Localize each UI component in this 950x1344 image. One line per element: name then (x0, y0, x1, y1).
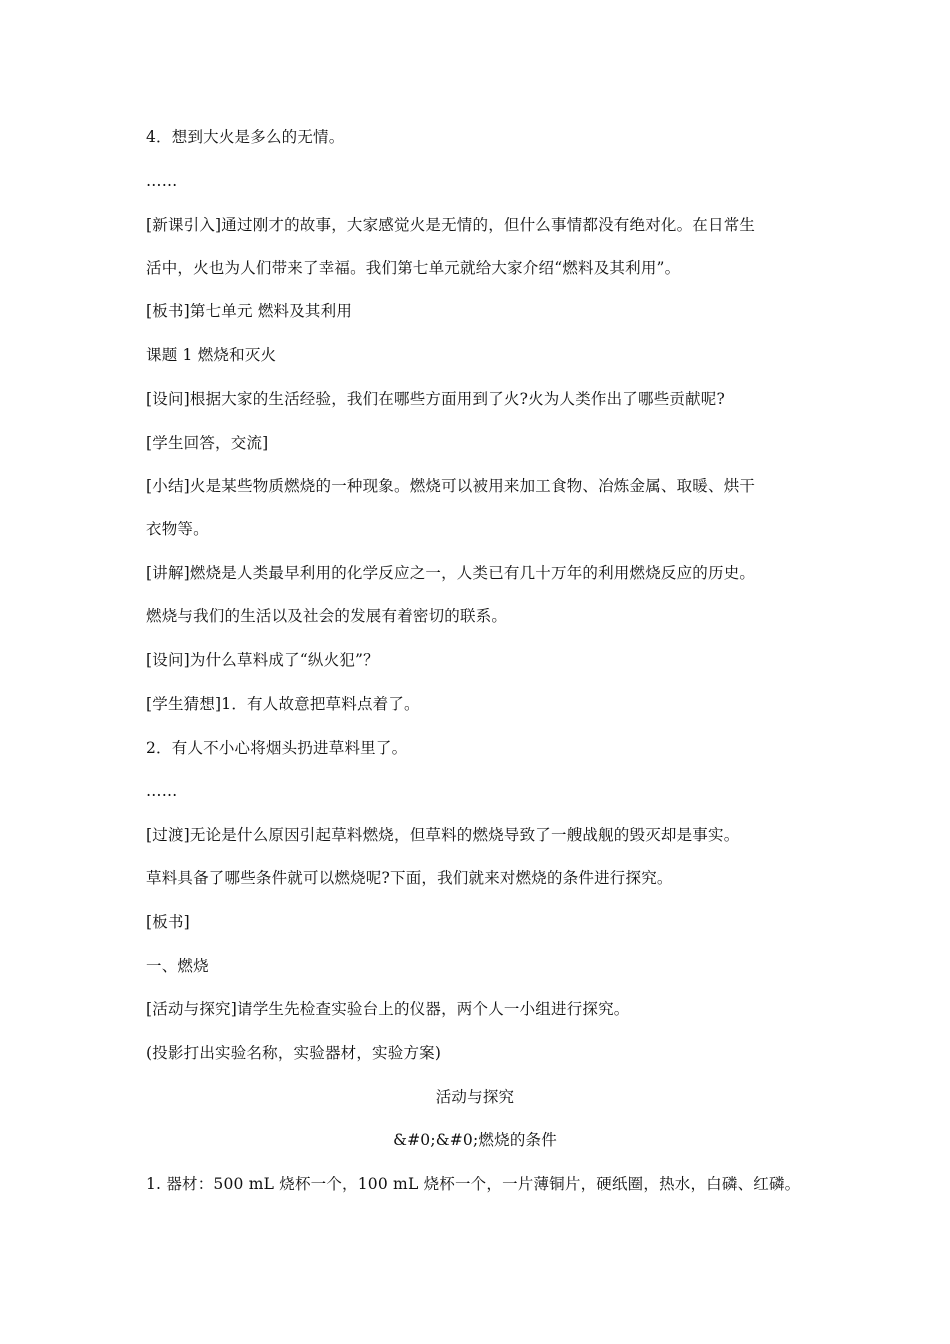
ellipsis-line: …… (146, 782, 178, 800)
activity-title: 活动与探究 (435, 1088, 515, 1106)
lesson-title: 课题 1 燃烧和灭火 (146, 346, 277, 364)
paragraph-line: [设问]为什么草料成了“纵火犯”？ (146, 651, 379, 669)
paragraph-line: [小结]火是某些物质燃烧的一种现象。燃烧可以被用来加工食物、冶炼金属、取暖、烘干 (146, 477, 756, 495)
paragraph-line: 2．有人不小心将烟头扔进草料里了。 (146, 739, 408, 757)
materials-line: 1. 器材：500 mL 烧杯一个，100 mL 烧杯一个，一片薄铜片，硬纸圈，热水，白磷、红磷。 (146, 1175, 801, 1193)
paragraph-line: [活动与探究]请学生先检查实验台上的仪器，两个人一小组进行探究。 (146, 1000, 630, 1018)
paragraph-line: [学生猜想]1．有人故意把草料点着了。 (146, 695, 420, 713)
section-heading: 一、燃烧 (146, 957, 209, 975)
paragraph-line: [学生回答，交流] (146, 434, 269, 452)
paragraph-line: 燃烧与我们的生活以及社会的发展有着密切的联系。 (146, 607, 508, 625)
paragraph-line: [过渡]无论是什么原因引起草料燃烧，但草料的燃烧导致了一艘战舰的毁灭却是事实。 (146, 826, 740, 844)
paragraph-line: [讲解]燃烧是人类最早利用的化学反应之一，人类已有几十万年的利用燃烧反应的历史。 (146, 564, 756, 582)
ellipsis-line: …… (146, 172, 178, 190)
paragraph-line: 4．想到大火是多么的无情。 (146, 128, 345, 146)
paragraph-line: 活中，火也为人们带来了幸福。我们第七单元就给大家介绍“燃料及其利用”。 (146, 259, 681, 277)
paragraph-line: [新课引入]通过刚才的故事，大家感觉火是无情的，但什么事情都没有绝对化。在日常生 (146, 216, 756, 234)
paragraph-line: (投影打出实验名称，实验器材，实验方案) (146, 1044, 442, 1062)
board-heading: [板书]第七单元 燃料及其利用 (146, 302, 353, 320)
paragraph-line: 草料具备了哪些条件就可以燃烧呢?下面，我们就来对燃烧的条件进行探究。 (146, 869, 673, 887)
activity-subtitle: &#0;&#0;燃烧的条件 (393, 1131, 557, 1149)
board-heading: [板书] (146, 913, 190, 931)
paragraph-line: [设问]根据大家的生活经验，我们在哪些方面用到了火?火为人类作出了哪些贡献呢? (146, 390, 726, 408)
paragraph-line: 衣物等。 (146, 520, 209, 538)
